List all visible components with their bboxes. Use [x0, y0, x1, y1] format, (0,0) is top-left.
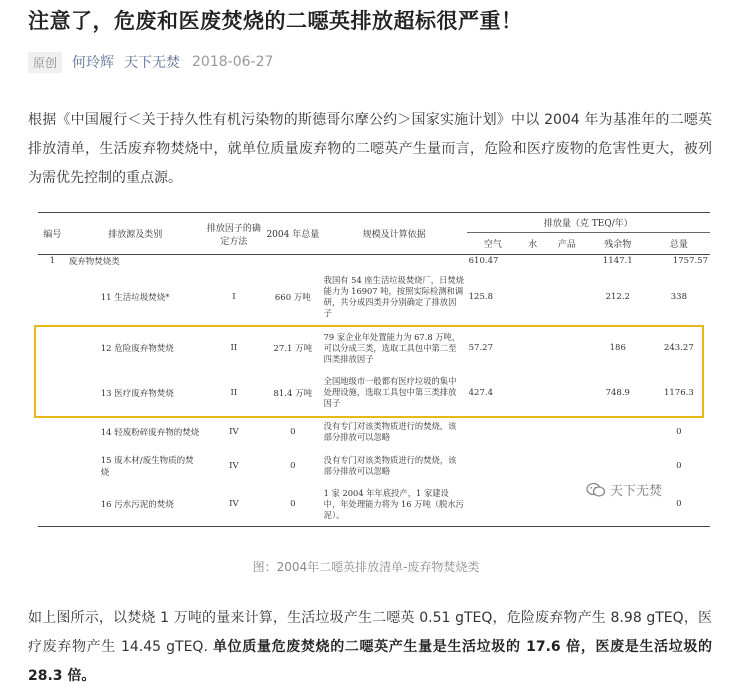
cell-num: [38, 415, 67, 449]
header-air: 空气: [483, 240, 502, 250]
highlight-box: [34, 325, 704, 418]
header-total: 总量: [669, 240, 688, 250]
header-volume: 2004 年总量: [264, 213, 322, 255]
emission-table-figure[interactable]: [38, 212, 710, 524]
watermark: [586, 480, 662, 499]
cell-total: 243.27: [663, 343, 694, 353]
header-num: 编号: [38, 213, 67, 255]
cell-air: [467, 449, 520, 483]
cell-air: 427.4: [468, 387, 493, 398]
cell-air: 125.8: [468, 291, 493, 302]
cell-num: [38, 449, 67, 483]
publish-date: 2018-06-27: [192, 54, 274, 70]
table-row: [38, 415, 710, 449]
cell-source: 11 生活垃圾焚烧*: [100, 292, 170, 303]
header-source: 排放源及类别: [67, 213, 204, 255]
cell-source: 废弃物焚烧类: [68, 257, 120, 268]
cell-water: [519, 449, 546, 483]
header-water: 水: [528, 240, 538, 250]
table-row: [38, 268, 710, 326]
cell-total: 0: [676, 426, 682, 437]
cell-basis: [322, 255, 467, 268]
cell-method: II: [230, 387, 238, 398]
header-product: 产品: [557, 240, 576, 250]
cell-air: 57.27: [468, 343, 493, 353]
article-title: 注意了，危废和医废焚烧的二噁英排放超标很严重！: [28, 9, 523, 33]
cell-product: [546, 483, 588, 527]
cell-method: I: [232, 291, 236, 302]
cell-total: 338: [670, 291, 687, 302]
cell-method: IV: [229, 426, 239, 437]
article-meta: [28, 51, 273, 73]
cell-volume: 0: [290, 426, 296, 437]
cell-water: [519, 415, 546, 449]
cell-total: 1176.3: [663, 387, 694, 398]
cell-basis: 没有专门对该类物质进行的焚烧，该部分排放可以忽略: [323, 454, 457, 476]
cell-water: [519, 483, 546, 527]
cell-total: 0: [676, 460, 682, 471]
conclusion-bold-text: 单位质量危废焚烧的二噁英产生量是生活垃圾的 17.6 倍，医废是生活垃圾的 28.3 倍。: [28, 639, 712, 684]
cell-water: [519, 255, 546, 268]
header-residue: 残余物: [604, 240, 632, 250]
figure-caption: 图：2004年二噁英排放清单-废弃物焚烧类: [252, 560, 480, 574]
cell-basis: 1 家 2004 年年底投产，1 家建设中，年处理能力将为 16 万吨（脱水污泥）。: [322, 483, 467, 527]
cell-product: [546, 268, 588, 326]
cell-basis: 没有专门对该类物质进行的焚烧，该部分排放可以忽略: [323, 420, 457, 442]
conclusion-paragraph: [28, 604, 712, 691]
watermark-text: 天下无焚: [610, 484, 663, 499]
header-emission: 排放量（克 TEQ/年）: [467, 213, 710, 233]
account-link[interactable]: 天下无焚: [124, 55, 181, 71]
cell-total: 1757.57: [672, 256, 708, 267]
cell-method: [204, 255, 264, 268]
cell-residue: [588, 415, 648, 449]
table-row: [38, 255, 710, 268]
cell-method: IV: [204, 483, 264, 527]
header-basis: 规模及计算依据: [322, 213, 467, 255]
cell-source: 14 轻废粉碎废弃物的焚烧: [100, 427, 200, 438]
cell-residue: [588, 449, 648, 483]
cell-method: IV: [229, 460, 239, 471]
cell-volume: 81.4 万吨: [273, 388, 313, 399]
header-method: 排放因子的确定方法: [204, 213, 264, 255]
cell-volume: 0: [264, 483, 322, 527]
cell-residue: 1147.1: [602, 256, 633, 267]
conclusion-text: 如上图所示，以焚烧 1 万吨的量来计算，生活垃圾产生二噁英 0.51 gTEQ，危险废弃物产生 8.98 gTEQ，医疗废弃物产生 14.45 gTEQ.: [28, 610, 712, 655]
cell-basis: 全国地级市一般都有医疗垃圾的集中处理设施，选取工具包中第三类排放因子: [323, 376, 457, 408]
table-row: [38, 449, 710, 483]
cell-num: 1: [49, 256, 56, 267]
cell-volume: 660 万吨: [274, 292, 311, 303]
cell-air: [467, 483, 520, 527]
cell-source: 15 废木材/废生物质的焚烧: [100, 455, 194, 478]
cell-volume: [264, 255, 322, 268]
cell-air: [467, 415, 520, 449]
cell-method: II: [230, 343, 238, 353]
cell-volume: 27.1 万吨: [273, 344, 313, 354]
cell-basis: 我国有 54 座生活垃圾焚烧厂，日焚烧能力为 16907 吨，按照实际检测和调研，共分成四类并分别确定了排放因子: [323, 274, 464, 318]
cell-product: [546, 449, 588, 483]
cell-product: [546, 255, 588, 268]
cell-num: [38, 483, 67, 527]
wechat-icon: [586, 482, 606, 498]
cell-volume: 0: [290, 460, 296, 471]
cell-source: 16 污水污泥的焚烧: [67, 483, 204, 527]
original-badge: 原创: [28, 52, 62, 73]
cell-product: [546, 415, 588, 449]
cell-total: 0: [648, 483, 710, 527]
cell-air: 610.47: [468, 256, 499, 267]
cell-source: 13 医疗废弃物焚烧: [100, 388, 174, 399]
cell-water: [519, 268, 546, 326]
intro-paragraph: 根据《中国履行＜关于持久性有机污染物的斯德哥尔摩公约＞国家实施计划》中以 2004 年为基准年的二噁英排放清单，生活废弃物焚烧中，就单位质量废弃物的二噁英产生量而言，危险和医疗废物的危害性更大，被列为需优先控制的重点源。: [28, 112, 712, 186]
cell-residue: 186: [609, 343, 626, 353]
author-link[interactable]: 何玲辉: [72, 55, 115, 71]
cell-source: 12 危险废弃物焚烧: [100, 344, 174, 354]
cell-num: [38, 268, 67, 326]
cell-basis: 79 家企业年处置能力为 67.8 万吨，可以分成三类，选取工具包中第二至四类排放因子: [323, 331, 461, 364]
cell-residue: 748.9: [605, 387, 630, 398]
cell-residue: 212.2: [605, 291, 630, 302]
